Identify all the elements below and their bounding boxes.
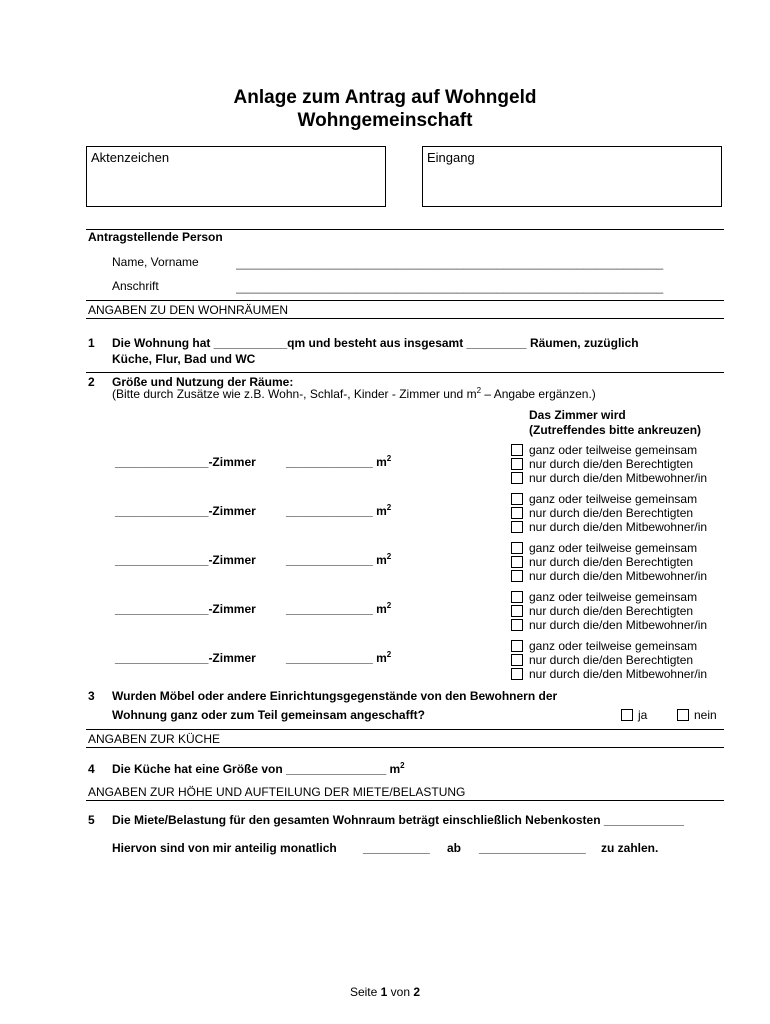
q3-nein-checkbox[interactable] — [677, 709, 689, 721]
room-option-label: ganz oder teilweise gemeinsam — [529, 492, 698, 506]
room-size-field[interactable]: _____________ $m^2$ — [286, 454, 392, 469]
divider — [86, 318, 724, 319]
q3-nein-label: nein — [694, 708, 717, 722]
divider — [86, 300, 724, 301]
divider — [86, 800, 724, 801]
room-name-field[interactable]: ______________-Zimmer — [115, 651, 256, 665]
room-name-field[interactable]: ______________-Zimmer — [115, 504, 256, 518]
q2-number: 2 — [88, 375, 95, 389]
q2-title: Größe und Nutzung der Räume: — [112, 375, 294, 389]
room-option-label: ganz oder teilweise gemeinsam — [529, 590, 698, 604]
q3-ja-label: ja — [638, 708, 648, 722]
room-option-label: nur durch die/den Berechtigten — [529, 457, 694, 471]
q5b-amount-field[interactable]: __________ — [363, 841, 430, 855]
room-option-checkbox[interactable] — [511, 458, 523, 470]
antragstellende-heading: Antragstellende Person — [88, 230, 223, 244]
page-footer: Seite 1 von 2 — [349, 985, 421, 999]
divider — [86, 747, 724, 748]
room-option-label: ganz oder teilweise gemeinsam — [529, 639, 698, 653]
q5-text[interactable]: Die Miete/Belastung für den gesamten Wohnraum beträgt einschließlich Nebenkosten ____________ — [112, 813, 684, 827]
room-name-field[interactable]: ______________-Zimmer — [115, 455, 256, 469]
room-size-field[interactable]: _____________ $m^2$ — [286, 503, 392, 518]
room-option-checkbox[interactable] — [511, 472, 523, 484]
section-wohnraeume-heading: ANGABEN ZU DEN WOHNRÄUMEN — [88, 303, 289, 317]
divider — [86, 729, 724, 730]
room-option-label: nur durch die/den Mitbewohner/in — [529, 618, 708, 632]
room-option-checkbox[interactable] — [511, 605, 523, 617]
room-option-label: ganz oder teilweise gemeinsam — [529, 541, 698, 555]
q4-text[interactable]: Die Küche hat eine Größe von _______________ $m^2$ — [112, 761, 405, 776]
room-option-checkbox[interactable] — [511, 591, 523, 603]
room-option-label: nur durch die/den Berechtigten — [529, 555, 694, 569]
room-option-label: ganz oder teilweise gemeinsam — [529, 443, 698, 457]
room-size-field[interactable]: _____________ $m^2$ — [286, 552, 392, 567]
anschrift-label: Anschrift — [112, 279, 159, 293]
q5b-date-field[interactable]: ________________ — [479, 841, 586, 855]
room-option-label: nur durch die/den Berechtigten — [529, 506, 694, 520]
eingang-box[interactable] — [422, 146, 722, 207]
q1-text[interactable]: Die Wohnung hat ___________qm und besteht aus insgesamt _________ Räumen, zuzüglich — [112, 336, 639, 350]
aktenzeichen-label: Aktenzeichen — [91, 150, 170, 165]
room-option-checkbox[interactable] — [511, 493, 523, 505]
q3-number: 3 — [88, 689, 95, 703]
q1-number: 1 — [88, 336, 95, 350]
room-option-checkbox[interactable] — [511, 542, 523, 554]
name-label: Name, Vorname — [112, 255, 199, 269]
room-option-label: nur durch die/den Mitbewohner/in — [529, 471, 708, 485]
form-subtitle: Wohngemeinschaft — [297, 110, 473, 131]
q3-text-continued: Wohnung ganz oder zum Teil gemeinsam angeschafft? — [112, 708, 425, 722]
divider — [86, 372, 724, 373]
room-option-checkbox[interactable] — [511, 521, 523, 533]
room-size-field[interactable]: _____________ $m^2$ — [286, 650, 392, 665]
q3-ja-checkbox[interactable] — [621, 709, 633, 721]
room-option-checkbox[interactable] — [511, 444, 523, 456]
section-miete-heading: ANGABEN ZUR HÖHE UND AUFTEILUNG DER MIETE/BELASTUNG — [88, 785, 466, 799]
room-name-field[interactable]: ______________-Zimmer — [115, 602, 256, 616]
q5b-text: Hiervon sind von mir anteilig monatlich — [112, 841, 337, 855]
room-option-checkbox[interactable] — [511, 619, 523, 631]
q4-number: 4 — [88, 762, 95, 776]
room-name-field[interactable]: ______________-Zimmer — [115, 553, 256, 567]
room-option-checkbox[interactable] — [511, 556, 523, 568]
room-option-label: nur durch die/den Mitbewohner/in — [529, 569, 708, 583]
eingang-label: Eingang — [427, 150, 475, 165]
room-option-checkbox[interactable] — [511, 570, 523, 582]
zimmer-header-hint: (Zutreffendes bitte ankreuzen) — [529, 423, 702, 437]
room-option-checkbox[interactable] — [511, 507, 523, 519]
room-option-checkbox[interactable] — [511, 640, 523, 652]
room-option-label: nur durch die/den Mitbewohner/in — [529, 520, 708, 534]
room-option-label: nur durch die/den Berechtigten — [529, 604, 694, 618]
section-kueche-heading: ANGABEN ZUR KÜCHE — [88, 732, 221, 746]
q2-instruction: (Bitte durch Zusätze wie z.B. Wohn-, Schlaf-, Kinder - Zimmer und $m^2$ – Angabe ergänzen.) — [112, 386, 596, 401]
q3-text: Wurden Möbel oder andere Einrichtungsgegenstände von den Bewohnern der — [112, 689, 558, 703]
q1-text-continued: Küche, Flur, Bad und WC — [112, 352, 256, 366]
aktenzeichen-box[interactable] — [86, 146, 386, 207]
room-option-checkbox[interactable] — [511, 668, 523, 680]
form-title: Anlage zum Antrag auf Wohngeld — [233, 87, 537, 108]
q5b-ab-label: ab — [447, 841, 462, 855]
room-option-label: nur durch die/den Mitbewohner/in — [529, 667, 708, 681]
name-field[interactable]: ________________________________________________________________ — [236, 256, 664, 270]
zimmer-header: Das Zimmer wird — [529, 408, 626, 422]
room-option-checkbox[interactable] — [511, 654, 523, 666]
q5b-end-text: zu zahlen. — [601, 841, 659, 855]
anschrift-field[interactable]: ________________________________________________________________ — [236, 280, 664, 294]
room-size-field[interactable]: _____________ $m^2$ — [286, 601, 392, 616]
room-option-label: nur durch die/den Berechtigten — [529, 653, 694, 667]
q5-number: 5 — [88, 813, 95, 827]
